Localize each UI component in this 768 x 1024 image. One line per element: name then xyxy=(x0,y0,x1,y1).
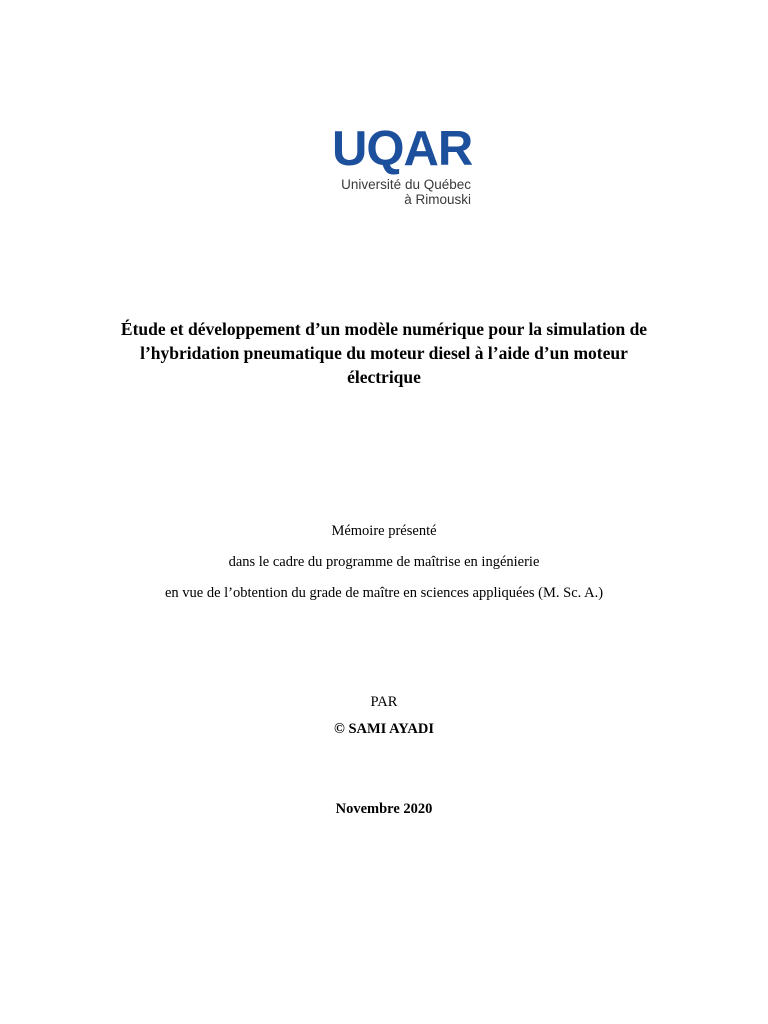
title-line-3: électrique xyxy=(347,367,421,387)
thesis-degree: en vue de l’obtention du grade de maître en sciences appliquées (M. Sc. A.) xyxy=(164,585,604,601)
thesis-title xyxy=(100,317,668,389)
submission-date: Novembre 2020 xyxy=(335,801,433,817)
title-line-2: l’hybridation pneumatique du moteur diesel à l’aide d’un moteur xyxy=(140,343,628,363)
title-line-1: Étude et développement d’un modèle numérique pour la simulation de xyxy=(120,319,648,339)
thesis-program: dans le cadre du programme de maîtrise en ingénierie xyxy=(228,554,540,570)
author-prefix: PAR xyxy=(370,694,398,710)
uqar-logo xyxy=(332,124,477,210)
logo-wordmark: UQAR xyxy=(332,122,473,176)
logo-university-line: Université du Québec xyxy=(341,177,471,192)
thesis-type: Mémoire présenté xyxy=(331,523,437,539)
author-name: © SAMI AYADI xyxy=(333,721,434,737)
logo-city-line: à Rimouski xyxy=(404,192,471,207)
